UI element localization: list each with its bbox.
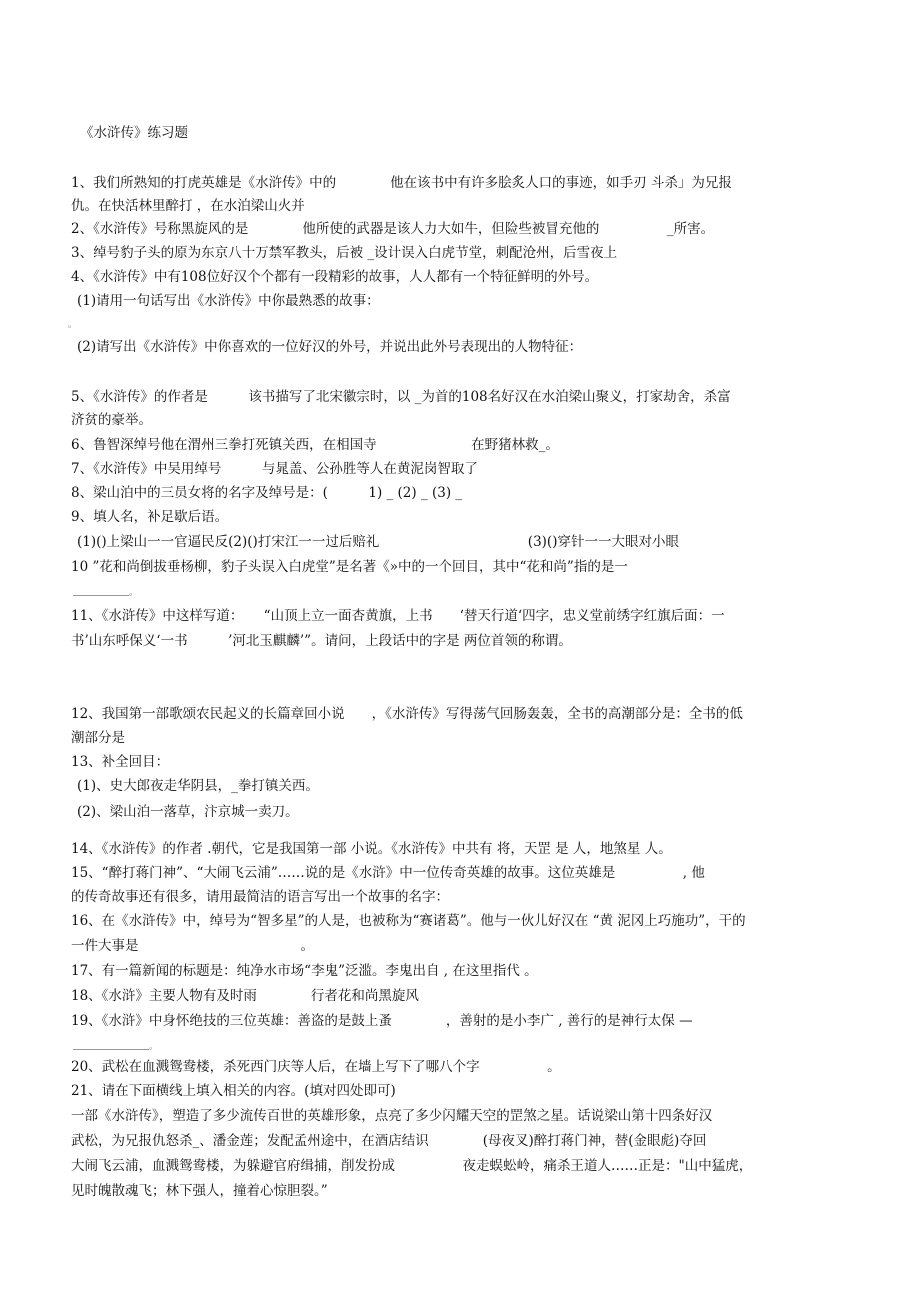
question-line: 见时魄散魂飞；林下强人，撞着心惊胆裂。”: [71, 1183, 328, 1199]
question-line: 13、补全回目：: [71, 754, 170, 770]
question-line: 一部《水浒传》，塑造了多少流传百世的英雄形象，点亮了多少闪耀天空的罡煞之星。话说梁山第十四条好汉: [71, 1108, 713, 1124]
question-line: 8、梁山泊中的三员女将的名字及绰号是：( 1) _ (2) _ (3) _: [71, 485, 463, 501]
question-line: 6、鲁智深绰号他在渭州三拳打死镇关西，在相国寺 在野猪林救_。: [71, 437, 559, 453]
question-line: 的传奇故事还有很多，请用最简洁的语言写出一个故事的名字：: [71, 889, 449, 905]
question-line: 10 ”花和尚倒拔垂杨柳，豹子头误入白虎堂”是名著《»中的一个回目，其中“花和尚”指的是一: [71, 559, 628, 575]
question-line: 19、《水浒》中身怀绝技的三位英雄：善盗的是鼓上蚤 ，善射的是小李广 , 善行的是神行太保 —: [71, 1013, 693, 1029]
question-line: 潮部分是: [71, 730, 125, 746]
question-line: 11、《水浒传》中这样写道： “山顶上立一面杏黄旗，上书 ‘替天行道‘四字，忠义堂前绣字红旗后面：一: [71, 608, 725, 624]
question-line: 15、“醉打蒋门神”、“大闹飞云浦”……说的是《水浒》中一位传奇英雄的故事。这位英雄是 , 他: [71, 865, 705, 881]
question-line: 9、填人名，补足歇后语。: [71, 509, 229, 525]
answer-blank: [73, 595, 129, 596]
question-line: 21、请在下面横线上填入相关的内容。(填对四处即可): [71, 1083, 396, 1099]
question-line: 1、我们所熟知的打虎英雄是《水浒传》中的 他在该书中有许多脍炙人口的事迹，如手刃 斗杀」为兄报: [71, 175, 732, 191]
question-line: 3、绰号豹子头的原为东京八十万禁军教头，后被 _设计误入白虎节堂，刺配沧州，后雪夜上: [71, 245, 618, 261]
question-line: (2)请写出《水浒传》中你喜欢的一位好汉的外号，并说出此外号表现出的人物特征：: [77, 339, 583, 355]
question-line: 5、《水浒传》的作者是 该书描写了北宋徽宗时，以 _为首的108名好汉在水泊梁山聚义，打家劫舍，杀富: [71, 389, 731, 405]
question-line: 仇。在快活林里醉打 ，在水泊梁山火并: [71, 198, 305, 214]
question-line: 。: [129, 588, 139, 598]
answer-blank: [73, 1049, 149, 1050]
question-line: (1)、史大郎夜走华阴县，_拳打镇关西。: [77, 778, 319, 794]
question-line: 14、《水浒传》的作者 .朝代，它是我国第一部 小说。《水浒传》中共有 将，天罡 是 人，地煞星 人。: [71, 841, 672, 857]
page-title: 《水浒传》练习题: [80, 125, 188, 141]
question-line: (2)、梁山泊一落草，汴京城一卖刀。: [77, 804, 299, 820]
question-line: (1)()上梁山一一官逼民反(2)()打宋江一一过后赔礼 (3)()穿针一一大眼对小眼: [77, 534, 679, 550]
question-line: 济贫的豪举。: [71, 412, 152, 428]
question-line: 16、在《水浒传》中，绰号为“智多星”的人是，也被称为“赛诸葛”。他与一伙儿好汉在 “黄 泥冈上巧施功”，干的: [71, 913, 746, 929]
question-line: 武松，为兄报仇怒杀_、潘金莲；发配孟州途中，在酒店结识 (母夜叉)醉打蒋门神，替(金眼彪)夺回: [71, 1133, 707, 1149]
question-line: 2、《水浒传》号称黑旋风的是 他所使的武器是该人力大如牛，但险些被冒充他的 _所害。: [71, 221, 715, 237]
question-line: 书’山东呼保义‘一书 ’河北玉麒麟’”。请问，上段话中的字是 两位首领的称谓。: [71, 633, 572, 649]
question-line: 7、《水浒传》中吴用绰号 与晁盖、公孙胜等人在黄泥岗智取了: [71, 461, 478, 477]
question-line: 。: [68, 320, 78, 330]
question-line: 4、《水浒传》中有108位好汉个个都有一段精彩的故事，人人都有一个特征鲜明的外号。: [71, 269, 599, 285]
question-line: 一件大事是 。: [71, 938, 314, 954]
question-line: (1)请用一句话写出《水浒传》中你最熟悉的故事：: [77, 293, 380, 309]
question-line: 。: [149, 1042, 159, 1052]
question-line: 12、我国第一部歌颂农民起义的长篇章回小说 ，《水浒传》写得荡气回肠轰轰，全书的高潮部分是：全书的低: [71, 706, 743, 722]
question-line: 20、武松在血溅鸳鸯楼，杀死西门庆等人后，在墙上写下了哪八个字 。: [71, 1059, 561, 1075]
question-line: 17、有一篇新闻的标题是：纯净水市场“李鬼”泛滥。李鬼出自 , 在这里指代 。: [71, 963, 538, 979]
question-line: 大闹飞云浦，血溅鸳鸯楼，为躲避官府缉捕，削发扮成 夜走蜈蚣岭，痛杀王道人……正是："山中猛虎，: [71, 1158, 753, 1174]
question-line: 18、《水浒》主要人物有及时雨 行者花和尚黑旋风: [71, 988, 419, 1004]
